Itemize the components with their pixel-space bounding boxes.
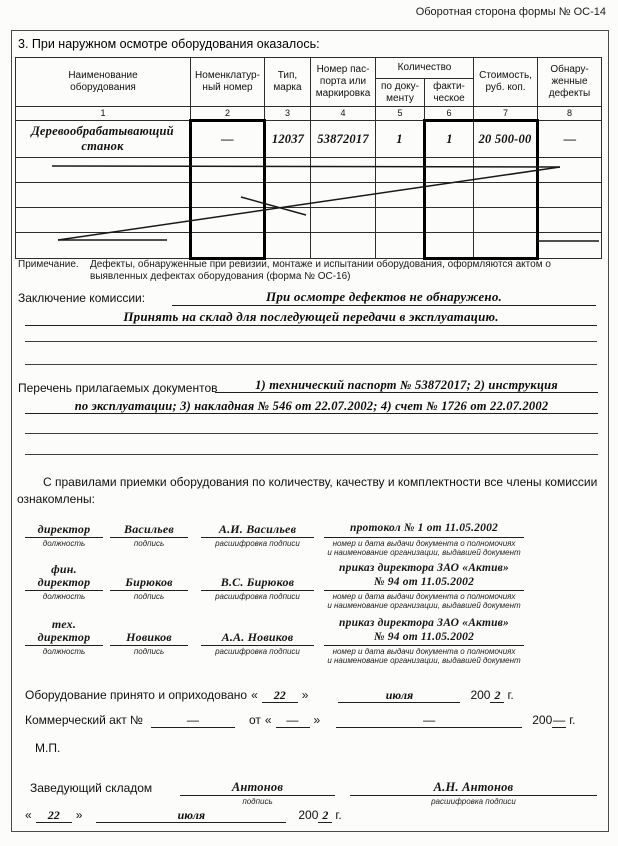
position-value: директор xyxy=(25,523,103,538)
section-3-title: 3. При наружном осмотре оборудования оказалось: xyxy=(18,37,320,51)
warehouse-label: Заведующий складом xyxy=(30,781,153,795)
close-quote: » xyxy=(301,688,309,702)
commercial-act-label: Коммерческий акт № xyxy=(25,713,143,727)
warehouse-transcript: А.Н. Антонов xyxy=(350,780,597,796)
authority-caption xyxy=(324,538,524,557)
signature-caption: подпись xyxy=(133,592,165,601)
conclusion-line-2: Принять на склад для последующей передачи в эксплуатацию. xyxy=(25,308,597,326)
transcript-value: А.И. Васильев xyxy=(201,523,314,538)
col-number: 8 xyxy=(538,107,602,121)
signature-caption: подпись xyxy=(133,538,165,548)
year-prefix: 200 xyxy=(470,688,491,702)
empty-cell xyxy=(191,233,265,259)
page-side-note: Оборотная сторона формы № ОС-14 xyxy=(415,6,606,18)
authority-line-2: № 94 от 11.05.2002 xyxy=(373,575,475,588)
empty-cell xyxy=(16,183,191,208)
authority-line-2: протокол № 1 от 11.05.2002 xyxy=(350,522,498,534)
col-number: 4 xyxy=(311,107,376,121)
received-year-digit: 2 xyxy=(490,688,504,703)
bottom-date-day: 22 xyxy=(36,808,72,823)
bottom-date-month: июля xyxy=(96,808,286,823)
cell-qty-actual: 1 xyxy=(425,121,474,158)
open-quote: « xyxy=(264,713,272,727)
authority-caption-line-2: и наименование организации, выдавшей документ xyxy=(327,656,521,665)
from-label: от xyxy=(248,713,261,727)
empty-cell xyxy=(538,183,602,208)
empty-cell xyxy=(265,233,311,259)
col-number: 1 xyxy=(16,107,191,121)
received-line xyxy=(25,688,514,703)
bottom-date-line xyxy=(25,808,342,823)
year-unit: г. xyxy=(335,808,342,822)
position-value: фин. директор xyxy=(25,563,103,591)
commission-intro: С правилами приемки оборудования по количеству, качеству и комплектности все члены комиссии ознакомлены: xyxy=(17,475,598,506)
header-qty-actual: факти-ческое xyxy=(425,79,474,107)
transcript-caption: расшифровка подписи xyxy=(215,538,300,548)
commercial-act-line xyxy=(25,713,576,728)
authority-caption xyxy=(324,646,524,665)
year-prefix: 200 xyxy=(532,713,553,727)
position-caption: должность xyxy=(42,592,86,601)
empty-cell xyxy=(16,158,191,183)
equipment-inspection-table xyxy=(15,57,602,260)
note-label: Примечание. xyxy=(18,259,79,270)
empty-cell xyxy=(311,158,376,183)
cell-defects: — xyxy=(538,121,602,158)
conclusion-label: Заключение комиссии: xyxy=(18,291,146,305)
empty-cell xyxy=(425,233,474,259)
authority-value xyxy=(324,522,524,538)
empty-cell xyxy=(376,183,425,208)
header-defects: Обнару-женные дефекты xyxy=(538,58,602,107)
authority-caption-line-2: и наименование организации, выдавшей документ xyxy=(327,547,521,557)
header-cost: Стоимость, руб. коп. xyxy=(474,58,538,107)
empty-cell xyxy=(16,208,191,233)
authority-caption-line-1: номер и дата выдачи документа о полномочиях xyxy=(332,592,516,601)
transcript-caption: расшифровка подписи xyxy=(215,647,300,656)
empty-cell xyxy=(376,208,425,233)
commercial-act-year-digit: — xyxy=(553,713,566,727)
note-block xyxy=(18,259,600,283)
empty-cell xyxy=(474,183,538,208)
col-number: 5 xyxy=(376,107,425,121)
authority-value xyxy=(324,617,524,646)
cell-qty-by-document: 1 xyxy=(376,121,425,158)
conclusion-line-1: При осмотре дефектов не обнаружено. xyxy=(172,288,596,306)
col-number: 6 xyxy=(425,107,474,121)
empty-cell xyxy=(538,158,602,183)
transcript-value: В.С. Бирюков xyxy=(201,576,314,591)
header-passport-number: Номер пас-порта или маркировка xyxy=(311,58,376,107)
commercial-act-number: — xyxy=(151,713,235,728)
blank-rule xyxy=(25,364,597,365)
year-unit: г. xyxy=(569,713,576,727)
close-quote: » xyxy=(313,713,321,727)
commission-row xyxy=(25,562,524,610)
header-quantity: Количество xyxy=(376,58,474,79)
empty-cell xyxy=(311,233,376,259)
received-day: 22 xyxy=(262,688,298,703)
empty-cell xyxy=(474,208,538,233)
empty-cell xyxy=(265,208,311,233)
empty-cell xyxy=(265,183,311,208)
header-equipment-name: Наименование оборудования xyxy=(16,58,191,107)
header-type-brand: Тип, марка xyxy=(265,58,311,107)
note-text: Дефекты, обнаруженные при ревизии, монтаже и испытании оборудования, оформляются актом о выявленных дефектах оборудования (форма № ОС-16) xyxy=(90,259,551,282)
empty-cell xyxy=(425,183,474,208)
signature-value: Новиков xyxy=(110,631,188,646)
empty-cell xyxy=(311,208,376,233)
empty-cell xyxy=(474,233,538,259)
empty-cell xyxy=(376,233,425,259)
col-number: 3 xyxy=(265,107,311,121)
empty-cell xyxy=(191,158,265,183)
authority-line-2: № 94 от 11.05.2002 xyxy=(373,630,475,643)
col-number: 7 xyxy=(474,107,538,121)
empty-cell xyxy=(191,208,265,233)
signature-value: Васильев xyxy=(110,523,188,538)
header-qty-by-document: по доку-менту xyxy=(376,79,425,107)
cell-passport: 53872017 xyxy=(311,121,376,158)
year-prefix: 200 xyxy=(298,808,319,822)
warehouse-signature-slot xyxy=(180,780,335,806)
empty-cell xyxy=(16,233,191,259)
stamp-place-label: М.П. xyxy=(35,741,61,755)
header-nomenclature-number: Номенклатур-ный номер xyxy=(191,58,265,107)
empty-cell xyxy=(538,233,602,259)
blank-rule xyxy=(25,433,598,434)
cell-equipment-name: Деревообрабатывающий станок xyxy=(16,121,191,158)
authority-caption xyxy=(324,591,524,610)
transcript-value: А.А. Новиков xyxy=(201,631,314,646)
documents-line-1: 1) технический паспорт № 53872017; 2) инструкция xyxy=(215,377,598,393)
open-quote: « xyxy=(25,808,32,822)
empty-cell xyxy=(376,158,425,183)
transcript-caption: расшифровка подписи xyxy=(215,592,300,601)
cell-type: 12037 xyxy=(265,121,311,158)
close-quote: » xyxy=(75,808,83,822)
empty-cell xyxy=(474,158,538,183)
empty-cell xyxy=(265,158,311,183)
empty-cell xyxy=(191,183,265,208)
received-label: Оборудование принято и оприходовано xyxy=(25,688,248,702)
blank-rule xyxy=(25,341,597,342)
col-number: 2 xyxy=(191,107,265,121)
open-quote: « xyxy=(251,688,258,702)
position-caption: должность xyxy=(42,647,86,656)
signature-caption: подпись xyxy=(133,647,165,656)
documents-line-2: по эксплуатации; 3) накладная № 546 от 22.07.2002; 4) счет № 1726 от 22.07.2002 xyxy=(25,398,598,414)
year-unit: г. xyxy=(507,688,514,702)
authority-value xyxy=(324,562,524,591)
authority-caption-line-2: и наименование организации, выдавшей документ xyxy=(327,601,521,610)
commercial-act-month: — xyxy=(336,713,522,728)
empty-cell xyxy=(425,208,474,233)
position-value: тех. директор xyxy=(25,618,103,646)
documents-label: Перечень прилагаемых документов xyxy=(18,381,218,395)
commercial-act-day: — xyxy=(276,713,310,728)
authority-caption-line-1: номер и дата выдачи документа о полномочиях xyxy=(332,538,516,548)
warehouse-transcript-slot xyxy=(350,780,597,806)
signature-value: Бирюков xyxy=(110,576,188,591)
commission-row xyxy=(25,617,524,665)
warehouse-signature: Антонов xyxy=(180,780,335,796)
empty-cell xyxy=(538,208,602,233)
bottom-date-year-digit: 2 xyxy=(318,808,332,823)
commission-row xyxy=(25,522,524,557)
authority-line-1: приказ директора ЗАО «Актив» xyxy=(339,562,509,574)
signature-caption: подпись xyxy=(242,797,273,806)
transcript-caption: расшифровка подписи xyxy=(431,797,516,806)
received-month: июля xyxy=(338,688,460,703)
empty-cell xyxy=(311,183,376,208)
position-caption: должность xyxy=(42,538,86,548)
empty-cell xyxy=(425,158,474,183)
blank-rule xyxy=(25,454,598,455)
authority-line-1: приказ директора ЗАО «Актив» xyxy=(339,617,509,629)
cell-nomenclature: — xyxy=(191,121,265,158)
cell-cost: 20 500-00 xyxy=(474,121,538,158)
authority-caption-line-1: номер и дата выдачи документа о полномочиях xyxy=(332,647,516,656)
